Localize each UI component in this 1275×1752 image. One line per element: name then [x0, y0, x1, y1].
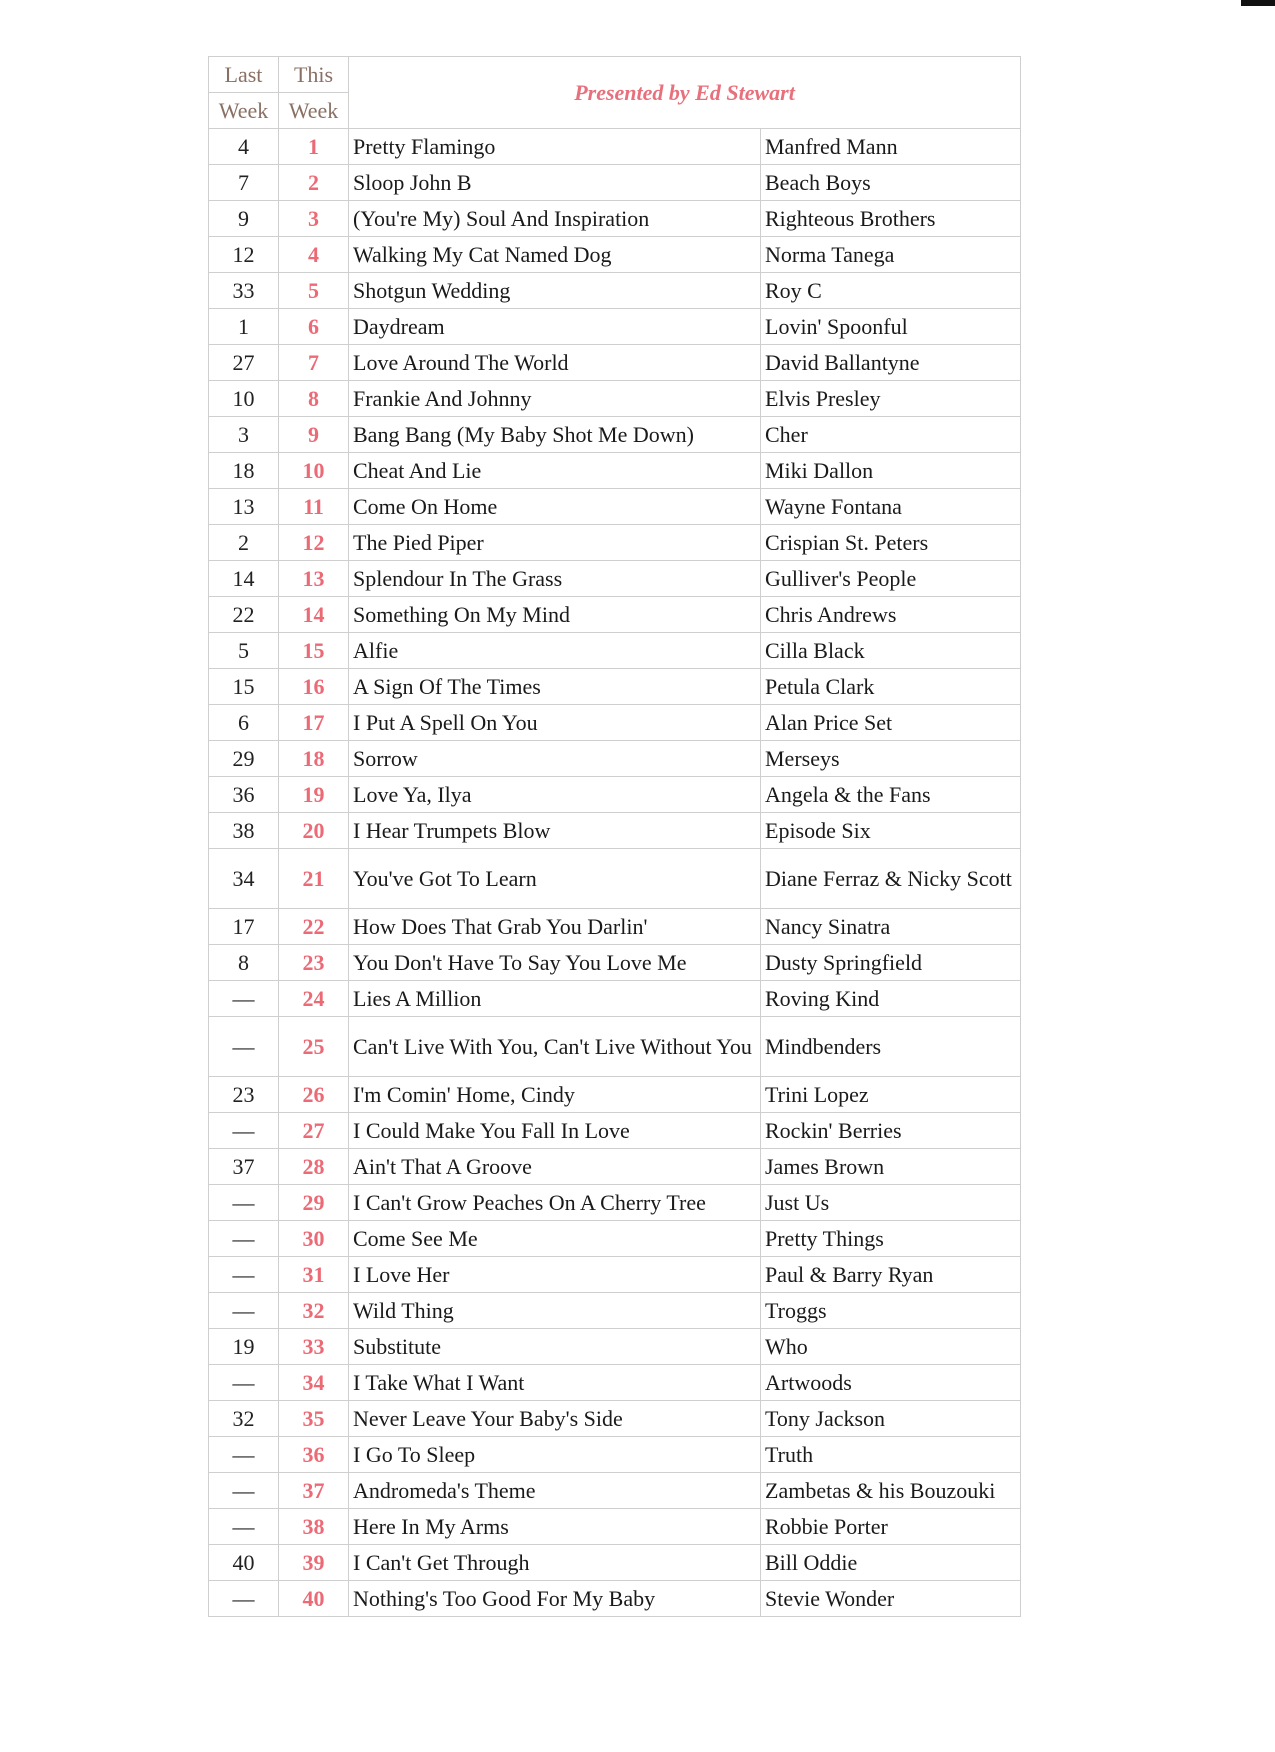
this-week-position: 4 — [279, 237, 349, 273]
last-week-position: 29 — [209, 741, 279, 777]
chart-row — [209, 129, 1021, 165]
last-week-position: 5 — [209, 633, 279, 669]
chart-row — [209, 945, 1021, 981]
presenter-title: Presented by Ed Stewart — [349, 57, 1021, 129]
song-title: Ain't That A Groove — [349, 1149, 761, 1185]
this-week-position: 39 — [279, 1545, 349, 1581]
song-title: Nothing's Too Good For My Baby — [349, 1581, 761, 1617]
artist-name: Artwoods — [761, 1365, 1021, 1401]
this-week-header-top: This — [279, 57, 349, 93]
last-week-position: — — [209, 1509, 279, 1545]
this-week-position: 10 — [279, 453, 349, 489]
song-title: You Don't Have To Say You Love Me — [349, 945, 761, 981]
artist-name: Manfred Mann — [761, 129, 1021, 165]
song-title: Shotgun Wedding — [349, 273, 761, 309]
chart-row — [209, 525, 1021, 561]
song-title: I Hear Trumpets Blow — [349, 813, 761, 849]
chart-row — [209, 417, 1021, 453]
song-title: Splendour In The Grass — [349, 561, 761, 597]
this-week-position: 31 — [279, 1257, 349, 1293]
last-week-position: — — [209, 981, 279, 1017]
song-title: I Take What I Want — [349, 1365, 761, 1401]
song-title: I Could Make You Fall In Love — [349, 1113, 761, 1149]
chart-row — [209, 777, 1021, 813]
this-week-position: 3 — [279, 201, 349, 237]
chart-row — [209, 813, 1021, 849]
song-title: Cheat And Lie — [349, 453, 761, 489]
song-title: I Love Her — [349, 1257, 761, 1293]
this-week-position: 36 — [279, 1437, 349, 1473]
artist-name: Robbie Porter — [761, 1509, 1021, 1545]
artist-name: Norma Tanega — [761, 237, 1021, 273]
chart-row — [209, 597, 1021, 633]
last-week-position: 33 — [209, 273, 279, 309]
last-week-position: 10 — [209, 381, 279, 417]
last-week-position: 17 — [209, 909, 279, 945]
chart-row — [209, 309, 1021, 345]
artist-name: Crispian St. Peters — [761, 525, 1021, 561]
artist-name: Angela & the Fans — [761, 777, 1021, 813]
last-week-position: — — [209, 1473, 279, 1509]
last-week-position: — — [209, 1581, 279, 1617]
song-title: You've Got To Learn — [349, 849, 761, 909]
this-week-position: 9 — [279, 417, 349, 453]
artist-name: Merseys — [761, 741, 1021, 777]
last-week-position: 23 — [209, 1077, 279, 1113]
song-title: Frankie And Johnny — [349, 381, 761, 417]
last-week-position: — — [209, 1365, 279, 1401]
song-title: Love Ya, Ilya — [349, 777, 761, 813]
last-week-position: 15 — [209, 669, 279, 705]
song-title: Lies A Million — [349, 981, 761, 1017]
artist-name: Diane Ferraz & Nicky Scott — [761, 849, 1021, 909]
this-week-position: 7 — [279, 345, 349, 381]
this-week-position: 35 — [279, 1401, 349, 1437]
artist-name: Zambetas & his Bouzouki — [761, 1473, 1021, 1509]
song-title: Here In My Arms — [349, 1509, 761, 1545]
artist-name: Chris Andrews — [761, 597, 1021, 633]
song-title: The Pied Piper — [349, 525, 761, 561]
last-week-position: 13 — [209, 489, 279, 525]
last-week-position: 14 — [209, 561, 279, 597]
this-week-position: 20 — [279, 813, 349, 849]
artist-name: Miki Dallon — [761, 453, 1021, 489]
artist-name: Who — [761, 1329, 1021, 1365]
this-week-position: 6 — [279, 309, 349, 345]
this-week-position: 17 — [279, 705, 349, 741]
song-title: I Can't Get Through — [349, 1545, 761, 1581]
chart-row — [209, 1221, 1021, 1257]
chart-row — [209, 201, 1021, 237]
this-week-position: 33 — [279, 1329, 349, 1365]
this-week-position: 13 — [279, 561, 349, 597]
song-title: Wild Thing — [349, 1293, 761, 1329]
last-week-position: — — [209, 1017, 279, 1077]
song-title: Sorrow — [349, 741, 761, 777]
last-week-position: — — [209, 1293, 279, 1329]
chart-row — [209, 741, 1021, 777]
this-week-position: 14 — [279, 597, 349, 633]
artist-name: Righteous Brothers — [761, 201, 1021, 237]
last-week-position: — — [209, 1437, 279, 1473]
this-week-position: 34 — [279, 1365, 349, 1401]
this-week-position: 30 — [279, 1221, 349, 1257]
last-week-position: 27 — [209, 345, 279, 381]
song-title: Pretty Flamingo — [349, 129, 761, 165]
artist-name: James Brown — [761, 1149, 1021, 1185]
this-week-position: 18 — [279, 741, 349, 777]
last-week-position: 3 — [209, 417, 279, 453]
this-week-position: 26 — [279, 1077, 349, 1113]
this-week-position: 32 — [279, 1293, 349, 1329]
last-week-header-bottom: Week — [209, 93, 279, 129]
chart-row — [209, 705, 1021, 741]
artist-name: Tony Jackson — [761, 1401, 1021, 1437]
this-week-position: 38 — [279, 1509, 349, 1545]
song-title: Something On My Mind — [349, 597, 761, 633]
last-week-position: 34 — [209, 849, 279, 909]
last-week-position: 9 — [209, 201, 279, 237]
artist-name: Dusty Springfield — [761, 945, 1021, 981]
last-week-position: — — [209, 1185, 279, 1221]
song-title: Can't Live With You, Can't Live Without You — [349, 1017, 761, 1077]
song-title: I Put A Spell On You — [349, 705, 761, 741]
artist-name: Elvis Presley — [761, 381, 1021, 417]
chart-row — [209, 165, 1021, 201]
chart-row — [209, 909, 1021, 945]
artist-name: Mindbenders — [761, 1017, 1021, 1077]
chart-row — [209, 1473, 1021, 1509]
scan-corner-mark — [1241, 0, 1275, 6]
last-week-position: — — [209, 1221, 279, 1257]
this-week-position: 11 — [279, 489, 349, 525]
last-week-position: 36 — [209, 777, 279, 813]
chart-row — [209, 1581, 1021, 1617]
chart-row — [209, 1509, 1021, 1545]
song-title: (You're My) Soul And Inspiration — [349, 201, 761, 237]
song-title: Substitute — [349, 1329, 761, 1365]
this-week-position: 5 — [279, 273, 349, 309]
this-week-header-bottom: Week — [279, 93, 349, 129]
artist-name: Trini Lopez — [761, 1077, 1021, 1113]
artist-name: Petula Clark — [761, 669, 1021, 705]
this-week-position: 21 — [279, 849, 349, 909]
last-week-position: 18 — [209, 453, 279, 489]
song-title: Andromeda's Theme — [349, 1473, 761, 1509]
chart-row — [209, 1017, 1021, 1077]
this-week-position: 37 — [279, 1473, 349, 1509]
chart-row — [209, 381, 1021, 417]
song-title: Come See Me — [349, 1221, 761, 1257]
this-week-position: 29 — [279, 1185, 349, 1221]
this-week-position: 8 — [279, 381, 349, 417]
song-title: A Sign Of The Times — [349, 669, 761, 705]
last-week-position: 32 — [209, 1401, 279, 1437]
song-title: I Go To Sleep — [349, 1437, 761, 1473]
last-week-position: 4 — [209, 129, 279, 165]
last-week-position: 37 — [209, 1149, 279, 1185]
song-title: Sloop John B — [349, 165, 761, 201]
last-week-position: 6 — [209, 705, 279, 741]
last-week-position: — — [209, 1113, 279, 1149]
last-week-header-top: Last — [209, 57, 279, 93]
chart-row — [209, 561, 1021, 597]
last-week-position: 2 — [209, 525, 279, 561]
artist-name: Rockin' Berries — [761, 1113, 1021, 1149]
this-week-position: 40 — [279, 1581, 349, 1617]
song-title: Never Leave Your Baby's Side — [349, 1401, 761, 1437]
artist-name: Lovin' Spoonful — [761, 309, 1021, 345]
artist-name: David Ballantyne — [761, 345, 1021, 381]
chart-row — [209, 1257, 1021, 1293]
last-week-position: 12 — [209, 237, 279, 273]
last-week-position: — — [209, 1257, 279, 1293]
this-week-position: 16 — [279, 669, 349, 705]
artist-name: Episode Six — [761, 813, 1021, 849]
chart-row — [209, 489, 1021, 525]
this-week-position: 25 — [279, 1017, 349, 1077]
this-week-position: 27 — [279, 1113, 349, 1149]
last-week-position: 40 — [209, 1545, 279, 1581]
this-week-position: 12 — [279, 525, 349, 561]
chart-row — [209, 1293, 1021, 1329]
this-week-position: 23 — [279, 945, 349, 981]
chart-row — [209, 1437, 1021, 1473]
song-title: I Can't Grow Peaches On A Cherry Tree — [349, 1185, 761, 1221]
header-row — [209, 57, 1021, 93]
song-title: I'm Comin' Home, Cindy — [349, 1077, 761, 1113]
chart-row — [209, 1545, 1021, 1581]
chart-row — [209, 1401, 1021, 1437]
artist-name: Roy C — [761, 273, 1021, 309]
this-week-position: 24 — [279, 981, 349, 1017]
song-title: Love Around The World — [349, 345, 761, 381]
artist-name: Just Us — [761, 1185, 1021, 1221]
chart-row — [209, 669, 1021, 705]
artist-name: Truth — [761, 1437, 1021, 1473]
artist-name: Stevie Wonder — [761, 1581, 1021, 1617]
this-week-position: 15 — [279, 633, 349, 669]
song-title: Alfie — [349, 633, 761, 669]
song-title: How Does That Grab You Darlin' — [349, 909, 761, 945]
last-week-position: 38 — [209, 813, 279, 849]
song-title: Come On Home — [349, 489, 761, 525]
artist-name: Alan Price Set — [761, 705, 1021, 741]
chart-row — [209, 345, 1021, 381]
last-week-position: 8 — [209, 945, 279, 981]
chart-row — [209, 1077, 1021, 1113]
artist-name: Paul & Barry Ryan — [761, 1257, 1021, 1293]
artist-name: Nancy Sinatra — [761, 909, 1021, 945]
artist-name: Gulliver's People — [761, 561, 1021, 597]
chart-table — [208, 56, 1021, 1617]
last-week-position: 22 — [209, 597, 279, 633]
artist-name: Beach Boys — [761, 165, 1021, 201]
this-week-position: 28 — [279, 1149, 349, 1185]
chart-row — [209, 981, 1021, 1017]
chart-row — [209, 1365, 1021, 1401]
chart-row — [209, 1329, 1021, 1365]
chart-row — [209, 1149, 1021, 1185]
this-week-position: 1 — [279, 129, 349, 165]
chart-row — [209, 849, 1021, 909]
this-week-position: 22 — [279, 909, 349, 945]
artist-name: Pretty Things — [761, 1221, 1021, 1257]
chart-row — [209, 273, 1021, 309]
this-week-position: 2 — [279, 165, 349, 201]
artist-name: Bill Oddie — [761, 1545, 1021, 1581]
artist-name: Troggs — [761, 1293, 1021, 1329]
artist-name: Cher — [761, 417, 1021, 453]
song-title: Bang Bang (My Baby Shot Me Down) — [349, 417, 761, 453]
this-week-position: 19 — [279, 777, 349, 813]
last-week-position: 19 — [209, 1329, 279, 1365]
artist-name: Roving Kind — [761, 981, 1021, 1017]
chart-row — [209, 633, 1021, 669]
artist-name: Wayne Fontana — [761, 489, 1021, 525]
last-week-position: 7 — [209, 165, 279, 201]
chart-row — [209, 1185, 1021, 1221]
chart-row — [209, 237, 1021, 273]
chart-row — [209, 453, 1021, 489]
chart-row — [209, 1113, 1021, 1149]
last-week-position: 1 — [209, 309, 279, 345]
song-title: Daydream — [349, 309, 761, 345]
artist-name: Cilla Black — [761, 633, 1021, 669]
song-title: Walking My Cat Named Dog — [349, 237, 761, 273]
